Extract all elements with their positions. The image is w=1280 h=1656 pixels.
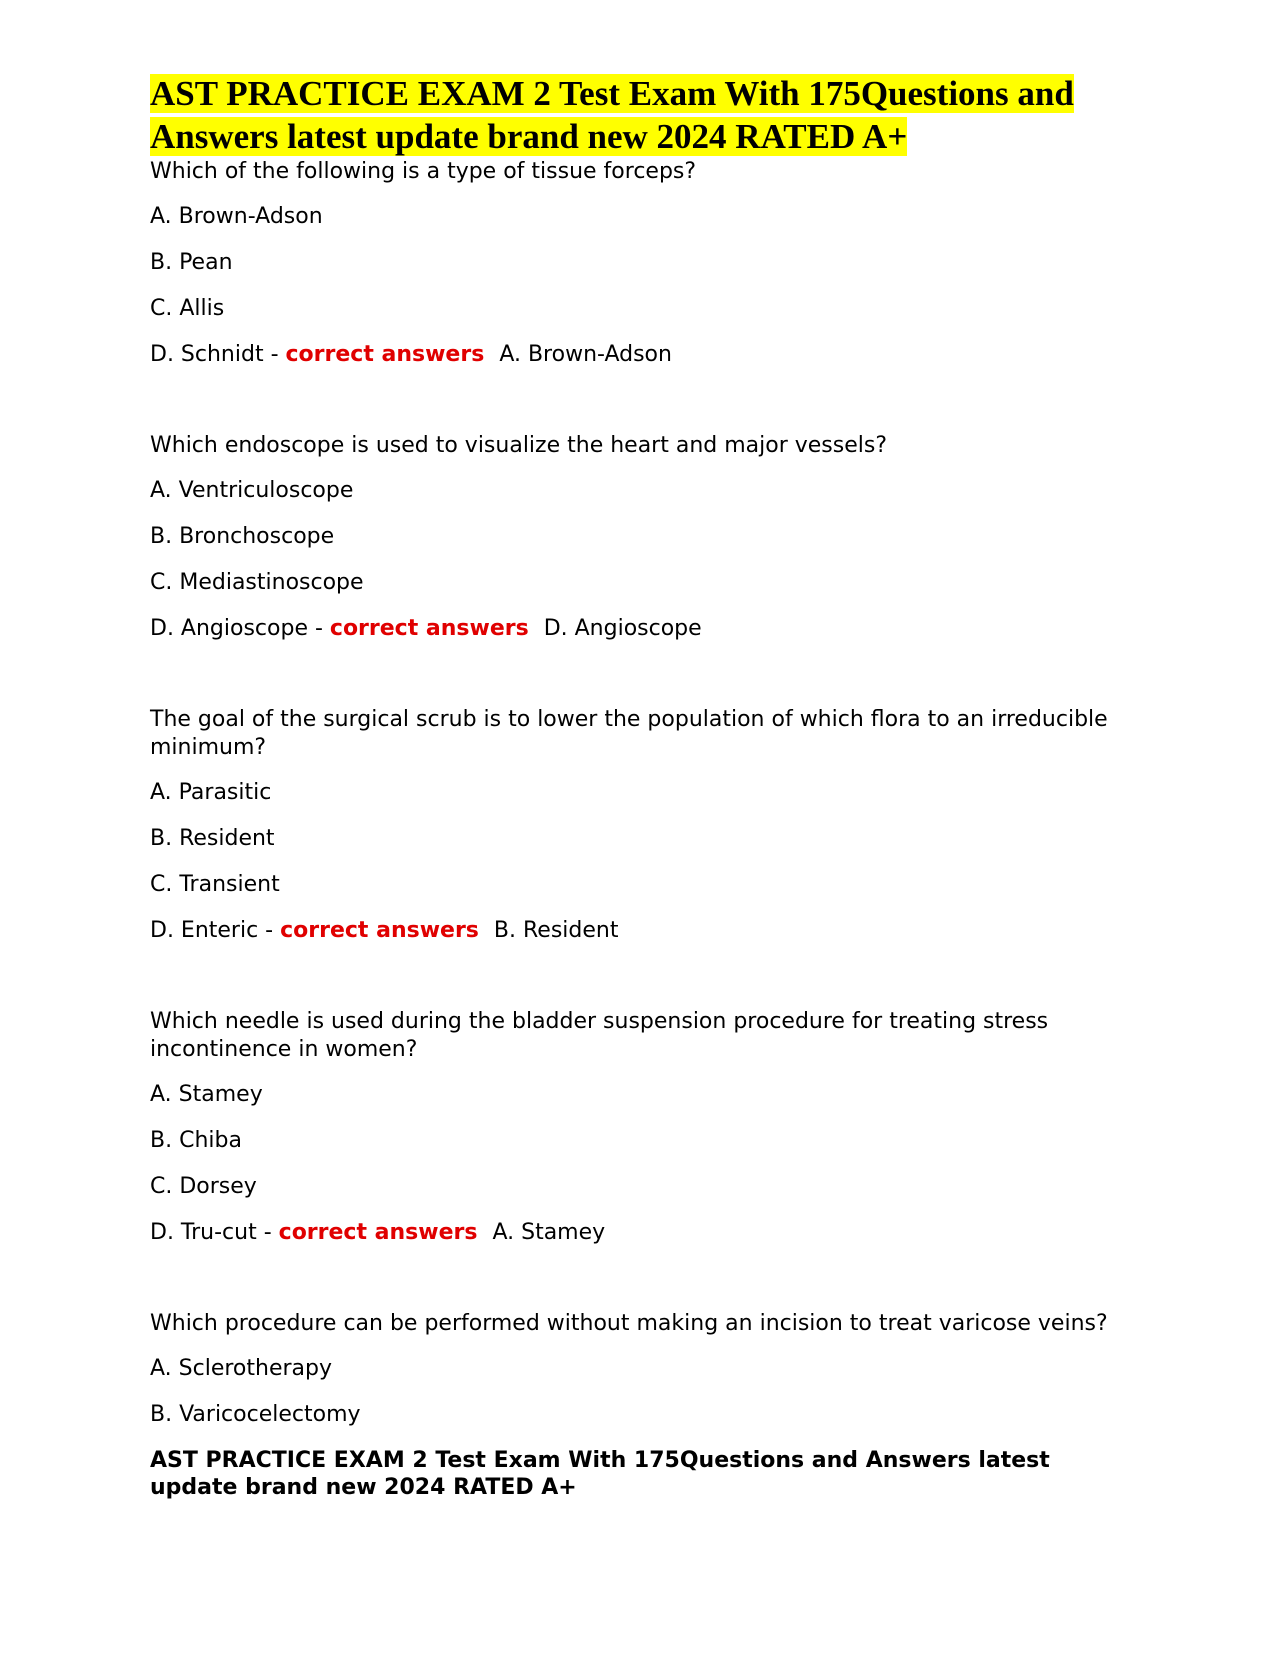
option-d-with-answer [150, 341, 1110, 369]
question-block [150, 1310, 1110, 1429]
answer-value: A. Stamey [492, 1220, 606, 1245]
option-b: B. Resident [150, 826, 275, 851]
option-b: B. Bronchoscope [150, 524, 335, 549]
answer-value: D. Angioscope [543, 616, 702, 641]
option-d-with-answer [150, 615, 1110, 643]
question-block [150, 706, 1110, 945]
title-highlight: AST PRACTICE EXAM 2 Test Exam With 175Questions and Answers latest update brand new 2024 RATED A+ [150, 74, 1074, 156]
answer-value: B. Resident [493, 918, 619, 943]
answer-value: A. Brown-Adson [499, 342, 672, 367]
spacer [150, 643, 1110, 706]
option-b: B. Pean [150, 250, 233, 275]
option-d-with-answer [150, 917, 1110, 945]
document-page [150, 72, 1110, 1501]
option-d: D. Schnidt - [150, 342, 286, 367]
option-a: A. Brown-Adson [150, 204, 323, 229]
option-b: B. Varicocelectomy [150, 1402, 361, 1427]
correct-answers-label: correct answers [280, 918, 479, 943]
question-text: The goal of the surgical scrub is to lower the population of which flora to an irreducible minimum? [150, 707, 1108, 760]
question-text: Which of the following is a type of tissue forceps? [150, 159, 697, 184]
question-block [150, 158, 1110, 369]
question-text: Which needle is used during the bladder suspension procedure for treating stress incontinence in women? [150, 1009, 1049, 1062]
option-a: A. Parasitic [150, 780, 272, 805]
option-d: D. Tru-cut - [150, 1220, 279, 1245]
question-text: Which endoscope is used to visualize the heart and major vessels? [150, 433, 888, 458]
correct-answers-label: correct answers [285, 342, 485, 367]
option-a: A. Ventriculoscope [150, 478, 354, 503]
spacer [150, 945, 1110, 1008]
option-c: C. Allis [150, 296, 225, 321]
spacer [150, 1247, 1110, 1310]
document-title [150, 72, 1110, 158]
spacer [150, 369, 1110, 432]
option-c: C. Dorsey [150, 1174, 257, 1199]
option-a: A. Stamey [150, 1082, 263, 1107]
option-c: C. Mediastinoscope [150, 570, 364, 595]
question-text: Which procedure can be performed without making an incision to treat varicose veins? [150, 1311, 1108, 1336]
page-footer-title: AST PRACTICE EXAM 2 Test Exam With 175Questions and Answers latest update brand new 2024 RATED A+ [150, 1448, 1050, 1500]
question-block [150, 432, 1110, 643]
option-d: D. Angioscope - [150, 616, 330, 641]
option-c: C. Transient [150, 872, 280, 897]
correct-answers-label: correct answers [329, 616, 529, 641]
option-b: B. Chiba [150, 1128, 242, 1153]
option-a: A. Sclerotherapy [150, 1356, 332, 1381]
option-d-with-answer [150, 1219, 1110, 1247]
correct-answers-label: correct answers [278, 1220, 478, 1245]
option-d: D. Enteric - [150, 918, 281, 943]
question-block [150, 1008, 1110, 1247]
